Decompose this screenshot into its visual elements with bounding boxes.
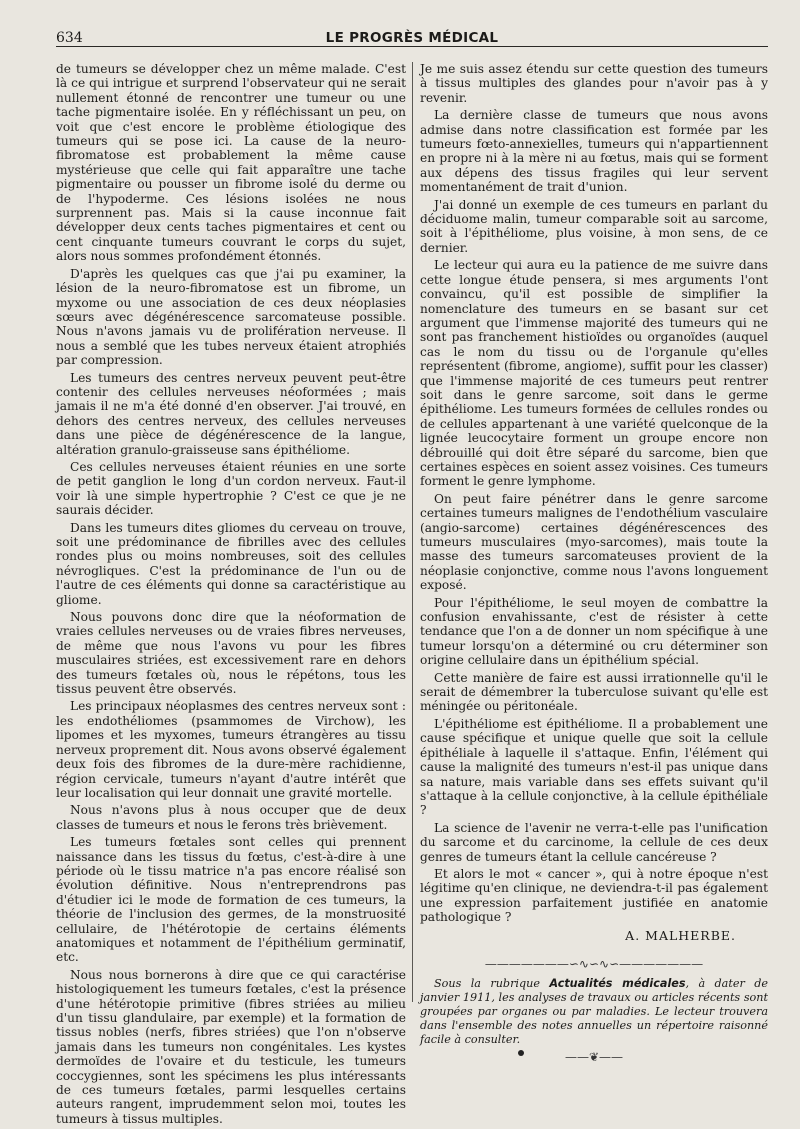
page-number: 634	[56, 30, 83, 46]
paragraph: L'épithéliome est épithéliome. Il a probablement une cause spécifique et unique quelle que soit la cellule épithéliale à laquelle il s'attaque. Enfin, l'élément qui cause la malignité des tumeurs n'est-il pas unique dans sa nature, mais variable dans ses effets suivant qu'il s'attaque à la cellule conjonctive, à la cellule épithéliale ?	[420, 716, 768, 818]
notice-prefix: Sous la rubrique	[434, 977, 550, 991]
paragraph: Les tumeurs des centres nerveux peuvent peut-être contenir des cellules nerveuses néoformées ; mais jamais il ne m'a été donné d'en observer. J'ai trouvé, en dehors des centres nerveux, des cellules nerveuses dans une pièce de dégénérescence de la langue, altération granulo-graisseuse sans épithéliome.	[56, 370, 406, 457]
page-header	[56, 24, 768, 47]
paragraph: Dans les tumeurs dites gliomes du cerveau on trouve, soit une prédominance de fibrilles avec des cellules rondes plus ou moins nombreuses, soit des cellules névrogliques. C'est la prédominance de l'un ou de l'autre de ces éléments qui donne sa caractéristique au gliome.	[56, 520, 406, 607]
paragraph: de tumeurs se développer chez un même malade. C'est là ce qui intrigue et surprend l'observateur qui ne serait nullement étonné de rencontrer une tumeur ou une tache pigmentaire isolée. En y réfléchissant un peu, on voit que c'est encore le problème étiologique des tumeurs qui se pose ici. La cause de la neuro-fibromatose est probablement la même cause mystérieuse que celle qui fait apparaître une tache pigmentaire ou pousser un fibrome isolé du derme ou de l'hypoderme. Ces lésions isolées ne nous surprennent pas. Mais si la cause inconnue fait développer deux cents taches pigmentaires et cent ou cent cinquante tumeurs couvrant le corps du sujet, alors nous sommes profondément étonnés.	[56, 62, 406, 264]
paragraph: Pour l'épithéliome, le seul moyen de combattre la confusion envahissante, c'est de résister à cette tendance que l'on a de donner un nom spécifique à une tumeur lorsqu'on a déterminé ou cru déterminer son origine cellulaire dans un épithélium spécial.	[420, 595, 768, 668]
ink-dot	[518, 1050, 524, 1056]
column-divider	[412, 62, 413, 1002]
fleuron-ornament: ——❦——	[564, 1050, 624, 1065]
paragraph: La science de l'avenir ne verra-t-elle pas l'unification du sarcome et du carcinome, la cellule de ces deux genres de tumeurs étant la cellule cancéreuse ?	[420, 820, 768, 864]
editorial-notice	[420, 977, 768, 1047]
paragraph: Et alors le mot « cancer », qui à notre époque n'est légitime qu'en clinique, ne deviendra-t-il pas également une expression parfaitement justifiée en anatomie pathologique ?	[420, 866, 768, 925]
paragraph: Nous n'avons plus à nous occuper que de deux classes de tumeurs et nous le ferons très brièvement.	[56, 803, 406, 832]
paragraph: Les principaux néoplasmes des centres nerveux sont : les endothéliomes (psammomes de Virchow), les lipomes et les myxomes, tumeurs étrangères au tissu nerveux proprement dit. Nous avons observé également deux fois des fibromes de la dure-mère rachidienne, région cervicale, tumeurs n'ayant d'autre intérêt que leur localisation qui leur donnait une gravité mortelle.	[56, 699, 406, 800]
journal-title: LE PROGRÈS MÉDICAL	[325, 30, 499, 46]
notice-text: , à dater de janvier 1911, les analyses de travaux ou articles récents sont groupées par organes ou par maladies. Le lecteur trouvera dans l'ensemble des notes annuelles un répertoire raisonné facile à consulter.	[420, 977, 768, 1047]
notice-rubric: Actualités médicales	[549, 977, 686, 991]
separator-ornament: ———————∽∿∽∿∽———————	[484, 956, 704, 971]
left-column	[56, 62, 406, 1129]
paragraph: Je me suis assez étendu sur cette question des tumeurs à tissus multiples des glandes pour n'avoir pas à y revenir.	[420, 62, 768, 105]
paragraph: On peut faire pénétrer dans le genre sarcome certaines tumeurs malignes de l'endothélium vasculaire (angio-sarcome) certaines dégénérescences des tumeurs musculaires (myo-sarcomes), mais toute la masse des tumeurs sarcomateuses provient de la néoplasie conjonctive, comme nous l'avons longuement exposé.	[420, 491, 768, 593]
right-column	[420, 62, 768, 1065]
paragraph: D'après les quelques cas que j'ai pu examiner, la lésion de la neuro-fibromatose est un fibrome, un myxome ou une association de ces deux néoplasies sœurs avec dégénérescence sarcomateuse possible. Nous n'avons jamais vu de prolifération nerveuse. Il nous a semblé que les tubes nerveux étaient atrophiés par compression.	[56, 266, 406, 368]
paragraph: Ces cellules nerveuses étaient réunies en une sorte de petit ganglion le long d'un cordon nerveux. Faut-il voir là une simple hypertrophie ? C'est ce que je ne saurais décider.	[56, 459, 406, 518]
paragraph: Cette manière de faire est aussi irrationnelle qu'il le serait de démembrer la tuberculose suivant qu'elle est méningée ou péritonéale.	[420, 670, 768, 714]
paragraph: Les tumeurs fœtales sont celles qui prennent naissance dans les tissus du fœtus, c'est-à-dire à une période où le tissu matrice n'a pas encore réalisé son évolution définitive. Nous n'entreprendrons pas d'étudier ici le mode de formation de ces tumeurs, la théorie de l'inclusion des germes, de la monstruosité cellulaire, de l'hétérotopie de certains éléments anatomiques et notamment de l'épithélium germinatif, etc.	[56, 835, 406, 965]
paragraph: Nous pouvons donc dire que la néoformation de vraies cellules nerveuses ou de vraies fibres nerveuses, de même que nous l'avons vu pour les fibres musculaires striées, est excessivement rare en dehors des tumeurs fœtales où, nous le répétons, tous les tissus peuvent être observés.	[56, 610, 406, 697]
paragraph: Le lecteur qui aura eu la patience de me suivre dans cette longue étude pensera, si mes arguments l'ont convaincu, qu'il est possible de simplifier la nomenclature des tumeurs en se basant sur cet argument que l'immense majorité des tumeurs qui ne sont pas franchement histioïdes ou organoïdes (auquel cas le nom du tissu ou de l'organule qu'elles représentent (fibrome, angiome), suffit pour les classer) que l'immense majorité de ces tumeurs peut rentrer soit dans le genre sarcome, soit dans le germe épithéliome. Les tumeurs formées de cellules rondes ou de cellules appartenant à une variété quelconque de la lignée leucocytaire forment un groupe encore non débrouillé qui doit être séparé du sarcome, bien que certaines espèces en soient assez voisines. Ces tumeurs forment le genre lymphome.	[420, 258, 768, 489]
author-signature: A. MALHERBE.	[625, 927, 736, 943]
paragraph: La dernière classe de tumeurs que nous avons admise dans notre classification est formée par les tumeurs fœto-annexielles, tumeurs qui n'appartiennent en propre ni à la mère ni au fœtus, mais qui se forment aux dépens des tissus fragiles qui leur servent momentanément de trait d'union.	[420, 108, 768, 195]
paragraph: J'ai donné un exemple de ces tumeurs en parlant du déciduome malin, tumeur comparable soit au sarcome, soit à l'épithéliome, plus voisine, à mon sens, de ce dernier.	[420, 197, 768, 255]
paragraph: Nous nous bornerons à dire que ce qui caractérise histologiquement les tumeurs fœtales, c'est la présence d'une hétérotopie primitive (fibres striées au milieu d'un tissu glandulaire, par exemple) et la formation de tissus nobles (nerfs, fibres striées) que l'on n'observe jamais dans les tumeurs non congénitales. Les kystes dermoïdes de l'ovaire et du testicule, les tumeurs coccygiennes, sont les spécimens les plus intéressants de ces tumeurs fœtales, parmi lesquelles certains auteurs rangent, imprudemment selon moi, toutes les tumeurs à tissus multiples.	[56, 967, 406, 1126]
